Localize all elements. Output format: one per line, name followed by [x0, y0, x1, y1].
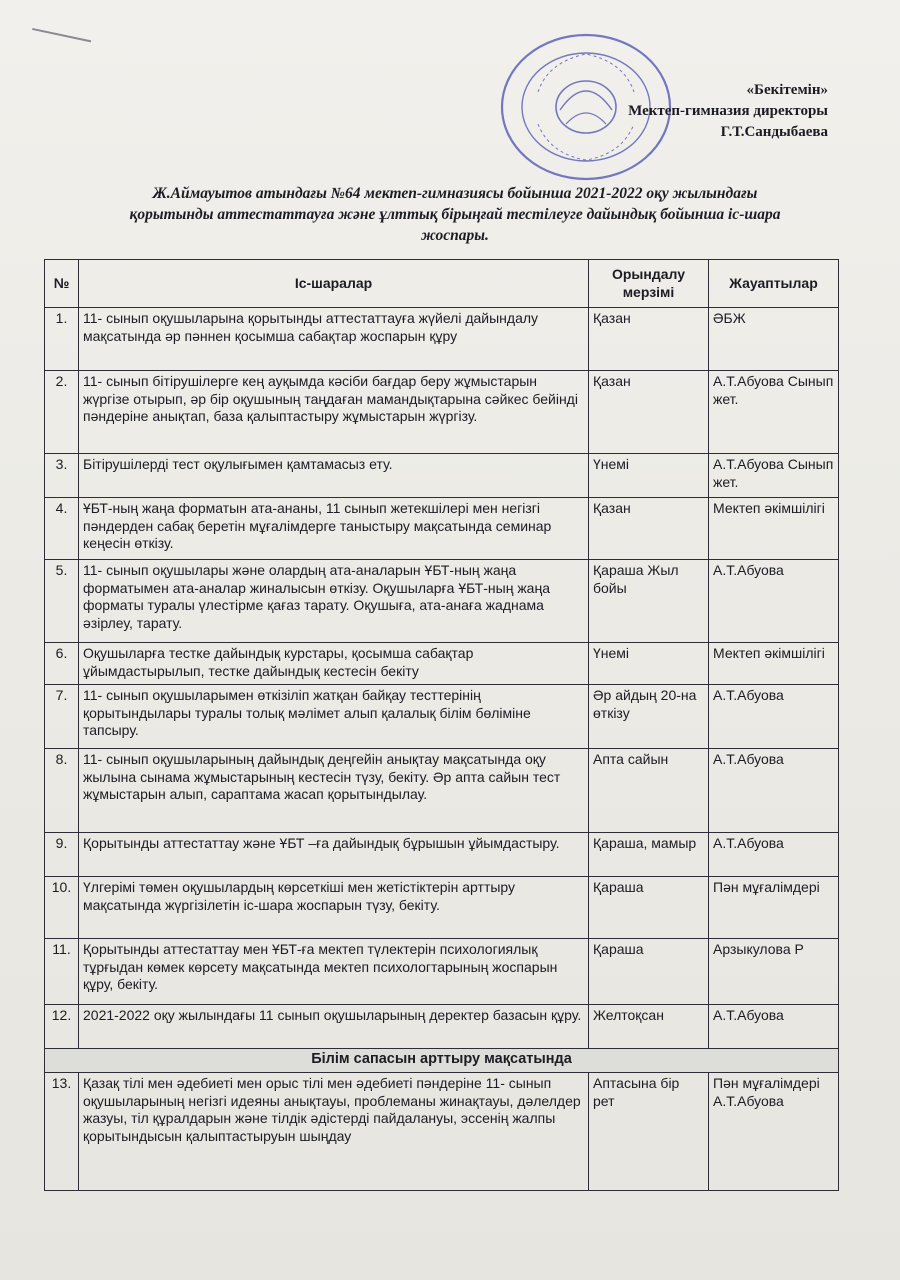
row-responsible: А.Т.Абуова Сынып жет. — [709, 454, 839, 498]
table-row — [45, 833, 839, 877]
table-row — [45, 939, 839, 1005]
row-number: 7. — [45, 685, 79, 749]
row-responsible: А.Т.Абуова — [709, 560, 839, 643]
row-responsible: А.Т.Абуова — [709, 749, 839, 833]
row-deadline: Апта сайын — [589, 749, 709, 833]
approval-position: Мектеп-гимназия директоры — [628, 103, 828, 119]
row-number: 11. — [45, 939, 79, 1005]
approval-heading: «Бекітемін» — [746, 82, 828, 98]
table-row — [45, 371, 839, 454]
row-activity: Қазақ тілі мен әдебиеті мен орыс тілі мен әдебиеті пәндеріне 11- сынып оқушыларының негізгі идеяны анықтауы, проблеманы жинақтауы, дәлелдер жазуы, тіл құралдарын және тілдік әдістерді пайдалануы, эссенің жалпы қорытындысын қалыптастыруын шыңдау — [79, 1073, 589, 1191]
row-responsible: А.Т.Абуова — [709, 1005, 839, 1049]
row-responsible: А.Т.Абуова — [709, 685, 839, 749]
row-activity: Бітірушілерді тест оқулығымен қамтамасыз ету. — [79, 454, 589, 498]
row-number: 8. — [45, 749, 79, 833]
header-activities: Іс-шаралар — [79, 260, 589, 308]
row-number: 5. — [45, 560, 79, 643]
row-responsible: Пән мұғалімдері А.Т.Абуова — [709, 1073, 839, 1191]
header-responsible: Жауаптылар — [709, 260, 839, 308]
row-deadline: Аптасына бір рет — [589, 1073, 709, 1191]
document-title: Ж.Аймауытов атындағы №64 мектеп-гимназиясы бойынша 2021-2022 оқу жылындағы қорытынды аттестаттауға және ұлттық бірыңғай тестілеуге дайындық бойынша іс-шара жоспары. — [129, 185, 781, 244]
row-responsible: А.Т.Абуова — [709, 833, 839, 877]
row-deadline: Қараша — [589, 939, 709, 1005]
row-deadline: Қараша Жыл бойы — [589, 560, 709, 643]
header-number: № — [45, 260, 79, 308]
table-row — [45, 1073, 839, 1191]
row-activity: Үлгерімі төмен оқушылардың көрсеткіші мен жетістіктерін арттыру мақсатында жүргізілетін іс-шара жоспарын түзу, бекіту. — [79, 877, 589, 939]
row-deadline: Әр айдың 20-на өткізу — [589, 685, 709, 749]
row-deadline: Үнемі — [589, 454, 709, 498]
row-activity: 11- сынып оқушыларымен өткізіліп жатқан байқау тесттерінің қорытындылары туралы толық мәлімет алып қалалық білім бөліміне тапсыру. — [79, 685, 589, 749]
table-header-row — [45, 260, 839, 308]
table-row — [45, 749, 839, 833]
approval-block — [628, 80, 828, 143]
row-deadline: Қазан — [589, 371, 709, 454]
table-row — [45, 560, 839, 643]
row-activity: 2021-2022 оқу жылындағы 11 сынып оқушыларының деректер базасын құру. — [79, 1005, 589, 1049]
header-deadline: Орындалу мерзімі — [589, 260, 709, 308]
action-plan-table — [44, 259, 839, 1191]
row-deadline: Үнемі — [589, 643, 709, 685]
row-responsible: Пән мұғалімдері — [709, 877, 839, 939]
row-number: 2. — [45, 371, 79, 454]
row-activity: Оқушыларға тестке дайындық курстары, қосымша сабақтар ұйымдастырылып, тестке дайындық кестесін бекіту — [79, 643, 589, 685]
row-number: 3. — [45, 454, 79, 498]
row-activity: Қорытынды аттестаттау және ҰБТ –ға дайындық бұрышын ұйымдастыру. — [79, 833, 589, 877]
row-number: 10. — [45, 877, 79, 939]
row-responsible: Мектеп әкімшілігі — [709, 643, 839, 685]
row-activity: Қорытынды аттестаттау мен ҰБТ-ға мектеп түлектерін психологиялық тұрғыдан көмек көрсету мақсатында мектеп психологтарының жоспарын құру, бекіту. — [79, 939, 589, 1005]
row-responsible: ӘБЖ — [709, 308, 839, 371]
row-deadline: Желтоқсан — [589, 1005, 709, 1049]
row-number: 13. — [45, 1073, 79, 1191]
row-deadline: Қараша — [589, 877, 709, 939]
row-number: 12. — [45, 1005, 79, 1049]
table-row — [45, 498, 839, 560]
row-number: 6. — [45, 643, 79, 685]
table-row — [45, 685, 839, 749]
table-row — [45, 454, 839, 498]
table-row — [45, 308, 839, 371]
table-row — [45, 1005, 839, 1049]
row-responsible: А.Т.Абуова Сынып жет. — [709, 371, 839, 454]
row-deadline: Қазан — [589, 308, 709, 371]
row-number: 1. — [45, 308, 79, 371]
row-deadline: Қараша, мамыр — [589, 833, 709, 877]
paper-fold-mark — [29, 28, 91, 58]
row-responsible: Мектеп әкімшілігі — [709, 498, 839, 560]
row-activity: 11- сынып бітірушілерге кең ауқымда кәсіби бағдар беру жұмыстарын жүргізе отырып, әр бір оқушының таңдаған мамандықтарына сәйкес бейінді пәндеріне анықтап, база қалыптастыру жұмыстарын жүргізу. — [79, 371, 589, 454]
approval-signatory: Г.Т.Сандыбаева — [720, 124, 828, 140]
row-deadline: Қазан — [589, 498, 709, 560]
section-heading: Білім сапасын арттыру мақсатында — [45, 1049, 839, 1073]
table-row — [45, 877, 839, 939]
row-activity: 11- сынып оқушыларына қорытынды аттестаттауға жүйелі дайындалу мақсатында әр пәннен қосымша сабақтар жоспарын құру — [79, 308, 589, 371]
table-row — [45, 643, 839, 685]
row-activity: 11- сынып оқушыларының дайындық деңгейін анықтау мақсатында оқу жылына сынама жұмыстарының кестесін түзу, бекіту. Әр апта сайын тест жұмыстарын алып, сараптама жасап қорытындылау. — [79, 749, 589, 833]
row-responsible: Арзыкулова Р — [709, 939, 839, 1005]
row-activity: ҰБТ-ның жаңа форматын ата-ананы, 11 сынып жетекшілері мен негізгі пәндерден сабақ беретін мұғалімдерге таныстыру мақсатында семинар кеңесін өткізу. — [79, 498, 589, 560]
row-number: 9. — [45, 833, 79, 877]
section-heading-row — [45, 1049, 839, 1073]
row-activity: 11- сынып оқушылары және олардың ата-аналарын ҰБТ-ның жаңа форматымен ата-аналар жиналысын өткізу. Оқушыларға ҰБТ-ның жаңа форматы туралы үлестірме қағаз тарату. Оқушыға, ата-анаға жаднама әзірлеу, тарату. — [79, 560, 589, 643]
row-number: 4. — [45, 498, 79, 560]
